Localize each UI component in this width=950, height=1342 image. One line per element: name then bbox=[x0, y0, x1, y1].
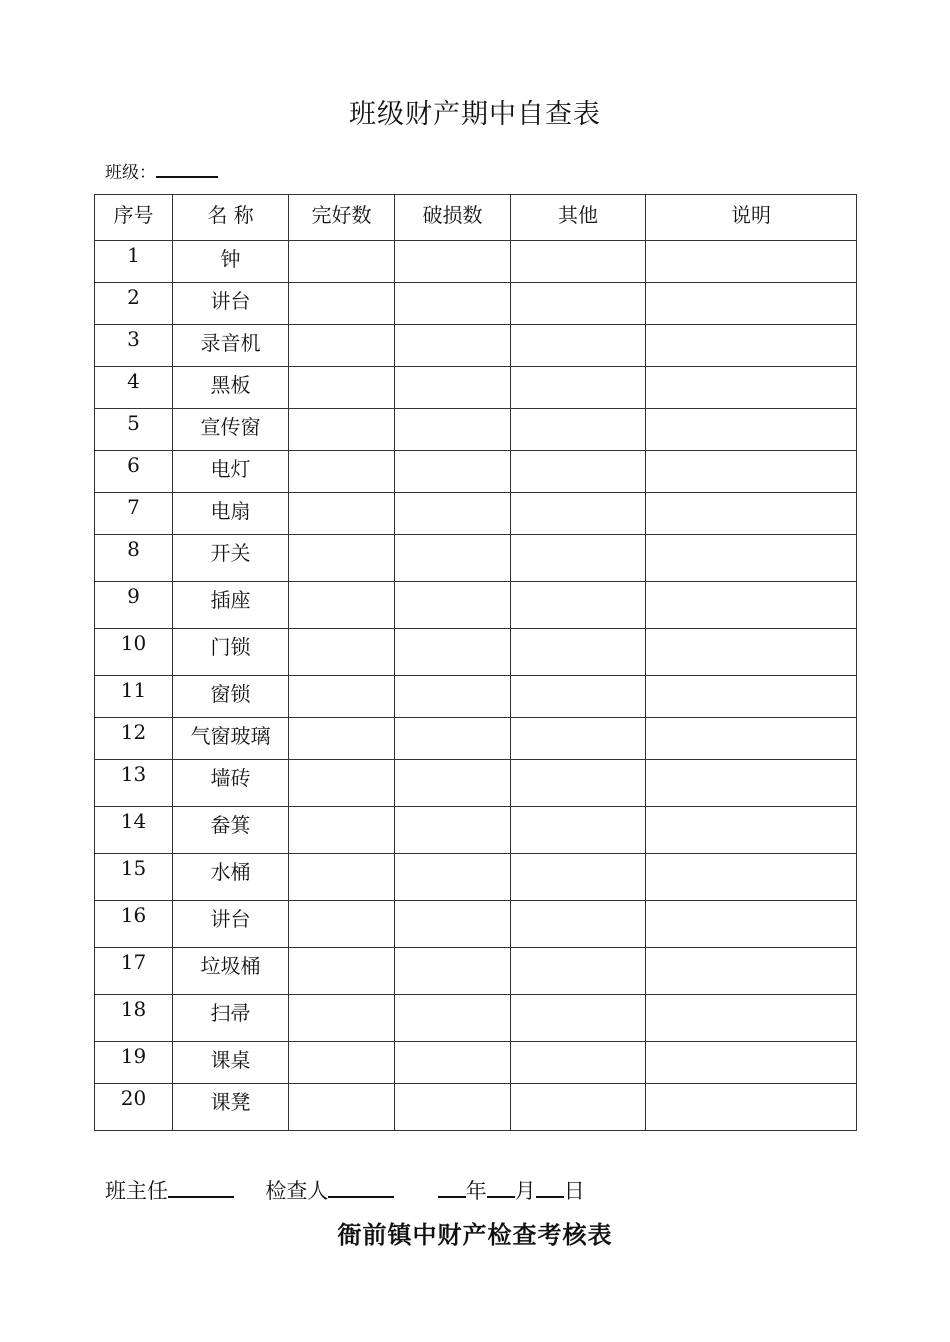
item-name: 窗锁 bbox=[173, 676, 289, 718]
damaged-count-cell[interactable] bbox=[395, 948, 511, 995]
table-row bbox=[95, 283, 857, 325]
inspector-label: 检查人 bbox=[265, 1179, 329, 1203]
other-cell[interactable] bbox=[511, 535, 646, 582]
table-row bbox=[95, 676, 857, 718]
damaged-count-cell[interactable] bbox=[395, 1084, 511, 1131]
item-name: 畚箕 bbox=[173, 807, 289, 854]
good-count-cell[interactable] bbox=[289, 718, 395, 760]
row-number: 19 bbox=[95, 1042, 173, 1084]
table-row bbox=[95, 718, 857, 760]
table-row bbox=[95, 367, 857, 409]
other-cell[interactable] bbox=[511, 451, 646, 493]
table-header-row bbox=[95, 195, 857, 241]
item-name: 录音机 bbox=[173, 325, 289, 367]
item-name: 讲台 bbox=[173, 283, 289, 325]
item-name: 宣传窗 bbox=[173, 409, 289, 451]
table-row bbox=[95, 760, 857, 807]
remarks-cell[interactable] bbox=[646, 676, 857, 718]
other-cell[interactable] bbox=[511, 718, 646, 760]
good-count-cell[interactable] bbox=[289, 493, 395, 535]
item-name: 钟 bbox=[173, 241, 289, 283]
item-name: 黑板 bbox=[173, 367, 289, 409]
row-number: 2 bbox=[95, 283, 173, 325]
damaged-count-cell[interactable] bbox=[395, 493, 511, 535]
good-count-cell[interactable] bbox=[289, 948, 395, 995]
other-cell[interactable] bbox=[511, 493, 646, 535]
month-blank[interactable] bbox=[487, 1176, 515, 1198]
good-count-cell[interactable] bbox=[289, 854, 395, 901]
good-count-cell[interactable] bbox=[289, 995, 395, 1042]
damaged-count-cell[interactable] bbox=[395, 629, 511, 676]
row-number: 1 bbox=[95, 241, 173, 283]
good-count-cell[interactable] bbox=[289, 451, 395, 493]
good-count-cell[interactable] bbox=[289, 367, 395, 409]
item-name: 课凳 bbox=[173, 1084, 289, 1131]
table-row bbox=[95, 325, 857, 367]
teacher-label: 班主任 bbox=[105, 1179, 168, 1203]
row-number: 12 bbox=[95, 718, 173, 760]
row-number: 18 bbox=[95, 995, 173, 1042]
header-remarks: 说明 bbox=[646, 195, 857, 241]
other-cell[interactable] bbox=[511, 995, 646, 1042]
damaged-count-cell[interactable] bbox=[395, 718, 511, 760]
item-name: 讲台 bbox=[173, 901, 289, 948]
row-number: 9 bbox=[95, 582, 173, 629]
row-number: 13 bbox=[95, 760, 173, 807]
damaged-count-cell[interactable] bbox=[395, 582, 511, 629]
good-count-cell[interactable] bbox=[289, 807, 395, 854]
property-table bbox=[94, 194, 857, 1131]
good-count-cell[interactable] bbox=[289, 629, 395, 676]
table-row bbox=[95, 241, 857, 283]
remarks-cell[interactable] bbox=[646, 1042, 857, 1084]
item-name: 插座 bbox=[173, 582, 289, 629]
remarks-cell[interactable] bbox=[646, 283, 857, 325]
remarks-cell[interactable] bbox=[646, 901, 857, 948]
other-cell[interactable] bbox=[511, 1084, 646, 1131]
table-row bbox=[95, 901, 857, 948]
table-row bbox=[95, 535, 857, 582]
item-name: 扫帚 bbox=[173, 995, 289, 1042]
inspector-blank[interactable] bbox=[328, 1176, 394, 1198]
class-field bbox=[105, 158, 218, 183]
damaged-count-cell[interactable] bbox=[395, 760, 511, 807]
damaged-count-cell[interactable] bbox=[395, 325, 511, 367]
remarks-cell[interactable] bbox=[646, 760, 857, 807]
item-name: 水桶 bbox=[173, 854, 289, 901]
item-name: 气窗玻璃 bbox=[173, 718, 289, 760]
good-count-cell[interactable] bbox=[289, 283, 395, 325]
table-row bbox=[95, 451, 857, 493]
remarks-cell[interactable] bbox=[646, 241, 857, 283]
item-name: 电灯 bbox=[173, 451, 289, 493]
class-blank[interactable] bbox=[156, 162, 218, 178]
table-row bbox=[95, 1042, 857, 1084]
remarks-cell[interactable] bbox=[646, 629, 857, 676]
table-row bbox=[95, 629, 857, 676]
other-cell[interactable] bbox=[511, 283, 646, 325]
damaged-count-cell[interactable] bbox=[395, 1042, 511, 1084]
other-cell[interactable] bbox=[511, 760, 646, 807]
other-cell[interactable] bbox=[511, 807, 646, 854]
remarks-cell[interactable] bbox=[646, 948, 857, 995]
year-label: 年 bbox=[465, 1179, 487, 1203]
remarks-cell[interactable] bbox=[646, 854, 857, 901]
row-number: 11 bbox=[95, 676, 173, 718]
other-cell[interactable] bbox=[511, 629, 646, 676]
next-form-title: 衙前镇中财产检查考核表 bbox=[337, 1220, 613, 1249]
signature-line bbox=[105, 1175, 585, 1205]
other-cell[interactable] bbox=[511, 1042, 646, 1084]
day-label: 日 bbox=[563, 1179, 585, 1203]
good-count-cell[interactable] bbox=[289, 409, 395, 451]
remarks-cell[interactable] bbox=[646, 1084, 857, 1131]
damaged-count-cell[interactable] bbox=[395, 995, 511, 1042]
class-label: 班级： bbox=[105, 163, 156, 183]
header-damaged-count: 破损数 bbox=[395, 195, 511, 241]
damaged-count-cell[interactable] bbox=[395, 451, 511, 493]
teacher-blank[interactable] bbox=[168, 1176, 234, 1198]
row-number: 5 bbox=[95, 409, 173, 451]
day-blank[interactable] bbox=[536, 1176, 564, 1198]
damaged-count-cell[interactable] bbox=[395, 901, 511, 948]
damaged-count-cell[interactable] bbox=[395, 283, 511, 325]
row-number: 17 bbox=[95, 948, 173, 995]
damaged-count-cell[interactable] bbox=[395, 807, 511, 854]
remarks-cell[interactable] bbox=[646, 451, 857, 493]
remarks-cell[interactable] bbox=[646, 325, 857, 367]
page-title: 班级财产期中自查表 bbox=[349, 99, 601, 130]
other-cell[interactable] bbox=[511, 325, 646, 367]
damaged-count-cell[interactable] bbox=[395, 367, 511, 409]
table-row bbox=[95, 409, 857, 451]
row-number: 8 bbox=[95, 535, 173, 582]
row-number: 20 bbox=[95, 1084, 173, 1131]
good-count-cell[interactable] bbox=[289, 582, 395, 629]
other-cell[interactable] bbox=[511, 901, 646, 948]
good-count-cell[interactable] bbox=[289, 901, 395, 948]
damaged-count-cell[interactable] bbox=[395, 409, 511, 451]
header-good-count: 完好数 bbox=[289, 195, 395, 241]
header-other: 其他 bbox=[511, 195, 646, 241]
row-number: 4 bbox=[95, 367, 173, 409]
remarks-cell[interactable] bbox=[646, 535, 857, 582]
header-name: 名 称 bbox=[173, 195, 289, 241]
other-cell[interactable] bbox=[511, 241, 646, 283]
remarks-cell[interactable] bbox=[646, 718, 857, 760]
remarks-cell[interactable] bbox=[646, 995, 857, 1042]
other-cell[interactable] bbox=[511, 367, 646, 409]
row-number: 10 bbox=[95, 629, 173, 676]
table-row bbox=[95, 854, 857, 901]
other-cell[interactable] bbox=[511, 676, 646, 718]
good-count-cell[interactable] bbox=[289, 1042, 395, 1084]
good-count-cell[interactable] bbox=[289, 760, 395, 807]
row-number: 14 bbox=[95, 807, 173, 854]
remarks-cell[interactable] bbox=[646, 493, 857, 535]
row-number: 16 bbox=[95, 901, 173, 948]
row-number: 15 bbox=[95, 854, 173, 901]
good-count-cell[interactable] bbox=[289, 325, 395, 367]
good-count-cell[interactable] bbox=[289, 241, 395, 283]
table-row bbox=[95, 807, 857, 854]
remarks-cell[interactable] bbox=[646, 367, 857, 409]
month-label: 月 bbox=[514, 1179, 536, 1203]
year-blank[interactable] bbox=[438, 1176, 466, 1198]
other-cell[interactable] bbox=[511, 409, 646, 451]
item-name: 课桌 bbox=[173, 1042, 289, 1084]
other-cell[interactable] bbox=[511, 948, 646, 995]
table-row bbox=[95, 493, 857, 535]
good-count-cell[interactable] bbox=[289, 1084, 395, 1131]
remarks-cell[interactable] bbox=[646, 807, 857, 854]
remarks-cell[interactable] bbox=[646, 582, 857, 629]
damaged-count-cell[interactable] bbox=[395, 676, 511, 718]
table-row bbox=[95, 995, 857, 1042]
item-name: 开关 bbox=[173, 535, 289, 582]
table-row bbox=[95, 948, 857, 995]
good-count-cell[interactable] bbox=[289, 676, 395, 718]
item-name: 门锁 bbox=[173, 629, 289, 676]
good-count-cell[interactable] bbox=[289, 535, 395, 582]
table-row bbox=[95, 1084, 857, 1131]
remarks-cell[interactable] bbox=[646, 409, 857, 451]
table-row bbox=[95, 582, 857, 629]
damaged-count-cell[interactable] bbox=[395, 854, 511, 901]
row-number: 3 bbox=[95, 325, 173, 367]
item-name: 电扇 bbox=[173, 493, 289, 535]
item-name: 墙砖 bbox=[173, 760, 289, 807]
row-number: 6 bbox=[95, 451, 173, 493]
damaged-count-cell[interactable] bbox=[395, 241, 511, 283]
damaged-count-cell[interactable] bbox=[395, 535, 511, 582]
header-no: 序号 bbox=[95, 195, 173, 241]
other-cell[interactable] bbox=[511, 854, 646, 901]
other-cell[interactable] bbox=[511, 582, 646, 629]
item-name: 垃圾桶 bbox=[173, 948, 289, 995]
row-number: 7 bbox=[95, 493, 173, 535]
